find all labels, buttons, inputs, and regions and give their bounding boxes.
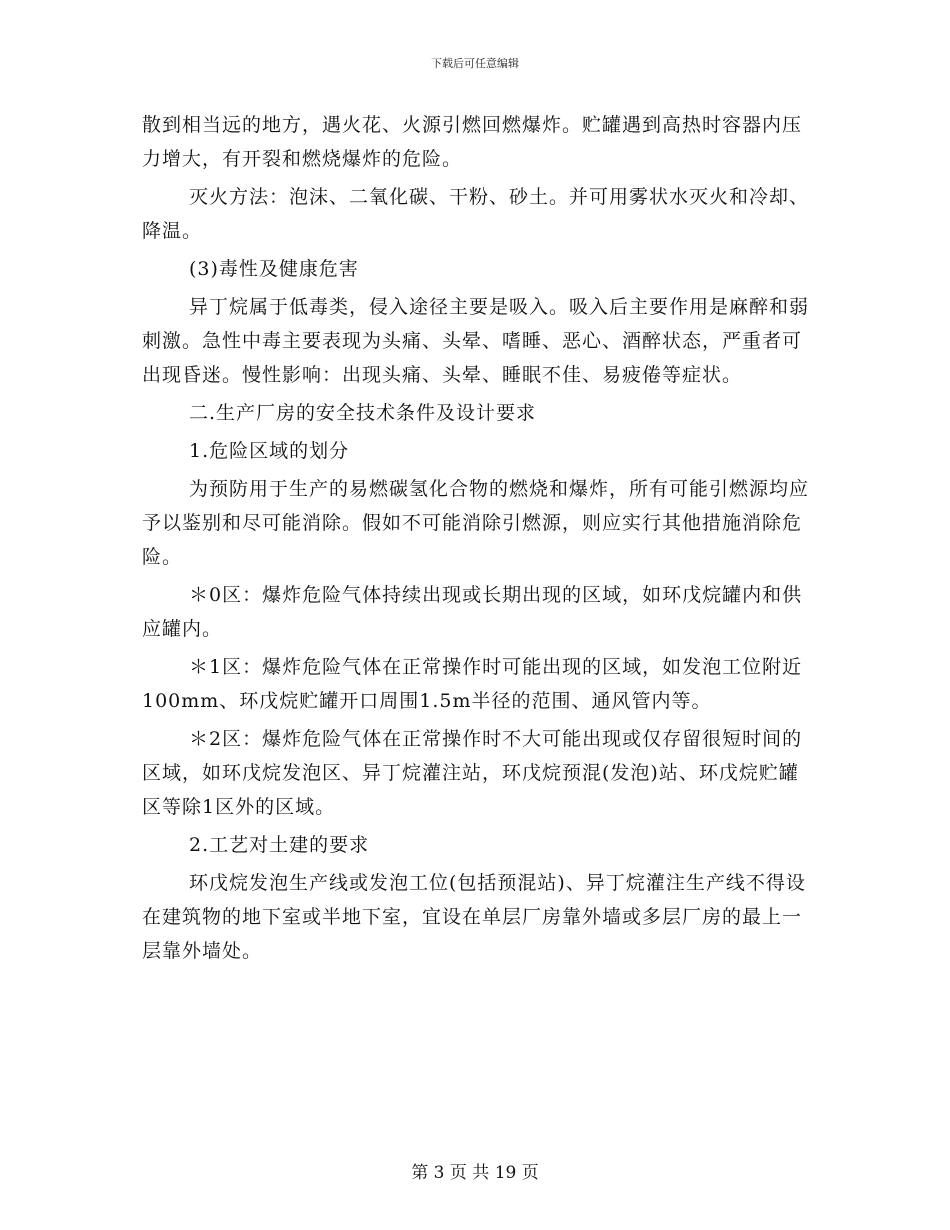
- section-heading: 1.危险区域的划分: [189, 440, 350, 462]
- page-number: 第 3 页 共 19 页: [411, 1163, 539, 1183]
- paragraph: 环戊烷发泡生产线或发泡工位(包括预混站)、异丁烷灌注生产线不得设在建筑物的地下室或半地下室，宜设在单层厂房靠外墙或多层厂房的最上一层靠外墙处。: [142, 872, 806, 962]
- paragraph: 散到相当远的地方，遇火花、火源引燃回燃爆炸。贮罐遇到高热时容器内压力增大，有开裂和燃烧爆炸的危险。: [142, 114, 803, 170]
- zone-item: ＊2区：爆炸危险气体在正常操作时不大可能出现或仅存留很短时间的区域，如环戊烷发泡区、异丁烷灌注站，环戊烷预混(发泡)站、环戊烷贮罐区等除1区外的区域。: [142, 728, 803, 818]
- zone-item: ＊1区：爆炸危险气体在正常操作时可能出现的区域，如发泡工位附近100mm、环戊烷贮罐开口周围1.5m半径的范围、通风管内等。: [142, 656, 803, 712]
- section-heading: 2.工艺对土建的要求: [189, 834, 370, 856]
- section-heading: 二.生产厂房的安全技术条件及设计要求: [189, 402, 537, 424]
- paragraph: 异丁烷属于低毒类，侵入途径主要是吸入。吸入后主要作用是麻醉和弱刺激。急性中毒主要表现为头痛、头晕、嗜睡、恶心、酒醉状态，严重者可出现昏迷。慢性影响：出现头痛、头晕、睡眠不佳、易疲倦等症状。: [142, 296, 810, 386]
- section-heading: (3)毒性及健康危害: [189, 258, 359, 280]
- zone-item: ＊0区：爆炸危险气体持续出现或长期出现的区域，如环戊烷罐内和供应罐内。: [142, 584, 803, 640]
- document-body: [142, 108, 812, 972]
- paragraph: 为预防用于生产的易燃碳氢化合物的燃烧和爆炸，所有可能引燃源均应予以鉴别和尽可能消除。假如不可能消除引燃源，则应实行其他措施消除危险。: [142, 478, 810, 568]
- paragraph: 灭火方法：泡沫、二氧化碳、干粉、砂土。并可用雾状水灭火和冷却、降温。: [142, 186, 810, 242]
- page-header: 下载后可任意编辑: [431, 57, 519, 70]
